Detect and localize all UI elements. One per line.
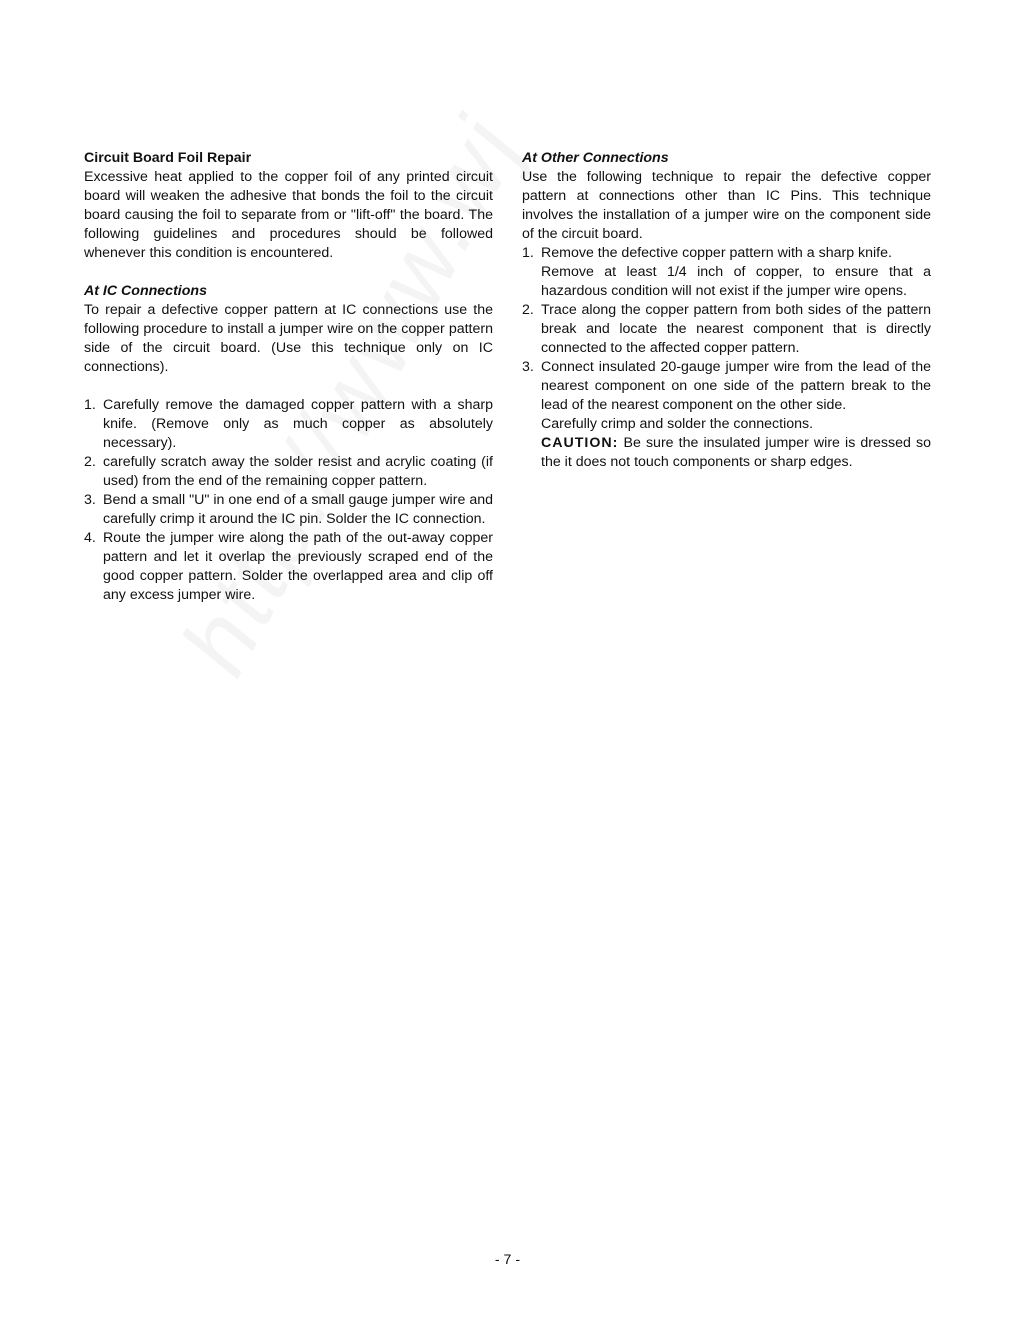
list-item xyxy=(84,529,493,605)
step-text: Route the jumper wire along the path of the out-away copper pattern and let it overlap the previously scraped end of the good copper pattern. Solder the overlapped area and clip off any excess jumper wire. xyxy=(103,530,493,603)
step-number: 2. xyxy=(84,454,96,470)
other-steps-list xyxy=(522,244,931,472)
caution-text: Be sure the insulated jumper wire is dressed so the it does not touch components or sharp edges. xyxy=(541,435,931,470)
left-column xyxy=(84,149,493,605)
list-item xyxy=(522,358,931,472)
ic-connections-intro: To repair a defective copper pattern at IC connections use the following procedure to install a jumper wire on the copper pattern side of the circuit board. (Use this technique only on IC connections). xyxy=(84,302,493,375)
step-text: Trace along the copper pattern from both sides of the pattern break and locate the nearest component that is directly connected to the affected copper pattern. xyxy=(541,302,931,356)
list-item xyxy=(522,244,931,301)
step-number: 1. xyxy=(84,397,96,413)
other-connections-intro: Use the following technique to repair the defective copper pattern at connections other than IC Pins. This technique involves the installation of a jumper wire on the component side of the circuit board. xyxy=(522,169,931,242)
list-item xyxy=(84,396,493,453)
step-note: Carefully crimp and solder the connections. xyxy=(541,416,814,432)
right-column xyxy=(522,149,931,472)
caution-note xyxy=(541,434,931,472)
step-text: Bend a small "U" in one end of a small gauge jumper wire and carefully crimp it around the IC pin. Solder the IC connection. xyxy=(103,492,493,527)
list-item xyxy=(522,301,931,358)
section-heading: Circuit Board Foil Repair xyxy=(84,150,252,166)
caution-label: CAUTION: xyxy=(541,435,619,451)
page-number: - 7 - xyxy=(494,1252,521,1268)
step-note: Remove at least 1/4 inch of copper, to ensure that a hazardous condition will not exist if the jumper wire opens. xyxy=(541,264,931,299)
subheading-ic-connections: At IC Connections xyxy=(84,283,207,299)
step-number: 1. xyxy=(522,245,534,261)
step-number: 2. xyxy=(522,302,534,318)
subheading-other-connections: At Other Connections xyxy=(522,150,669,166)
step-text: Remove the defective copper pattern with a sharp knife. xyxy=(541,245,892,261)
step-text: carefully scratch away the solder resist and acrylic coating (if used) from the end of the remaining copper pattern. xyxy=(103,454,493,489)
step-number: 4. xyxy=(84,530,96,546)
spacer xyxy=(84,377,493,396)
step-text: Carefully remove the damaged copper pattern with a sharp knife. (Remove only as much copper as absolutely necessary). xyxy=(103,397,493,451)
section-intro: Excessive heat applied to the copper foil of any printed circuit board will weaken the adhesive that bonds the foil to the circuit board causing the foil to separate from or "lift-off" the board. The following guidelines and procedures should be followed whenever this condition is encountered. xyxy=(84,169,493,261)
list-item xyxy=(84,453,493,491)
list-item xyxy=(84,491,493,529)
step-text: Connect insulated 20-gauge jumper wire from the lead of the nearest component on one side of the pattern break to the lead of the nearest component on the other side. xyxy=(541,359,931,413)
ic-steps-list xyxy=(84,396,493,605)
spacer xyxy=(84,263,493,282)
step-number: 3. xyxy=(522,359,534,375)
step-number: 3. xyxy=(84,492,96,508)
